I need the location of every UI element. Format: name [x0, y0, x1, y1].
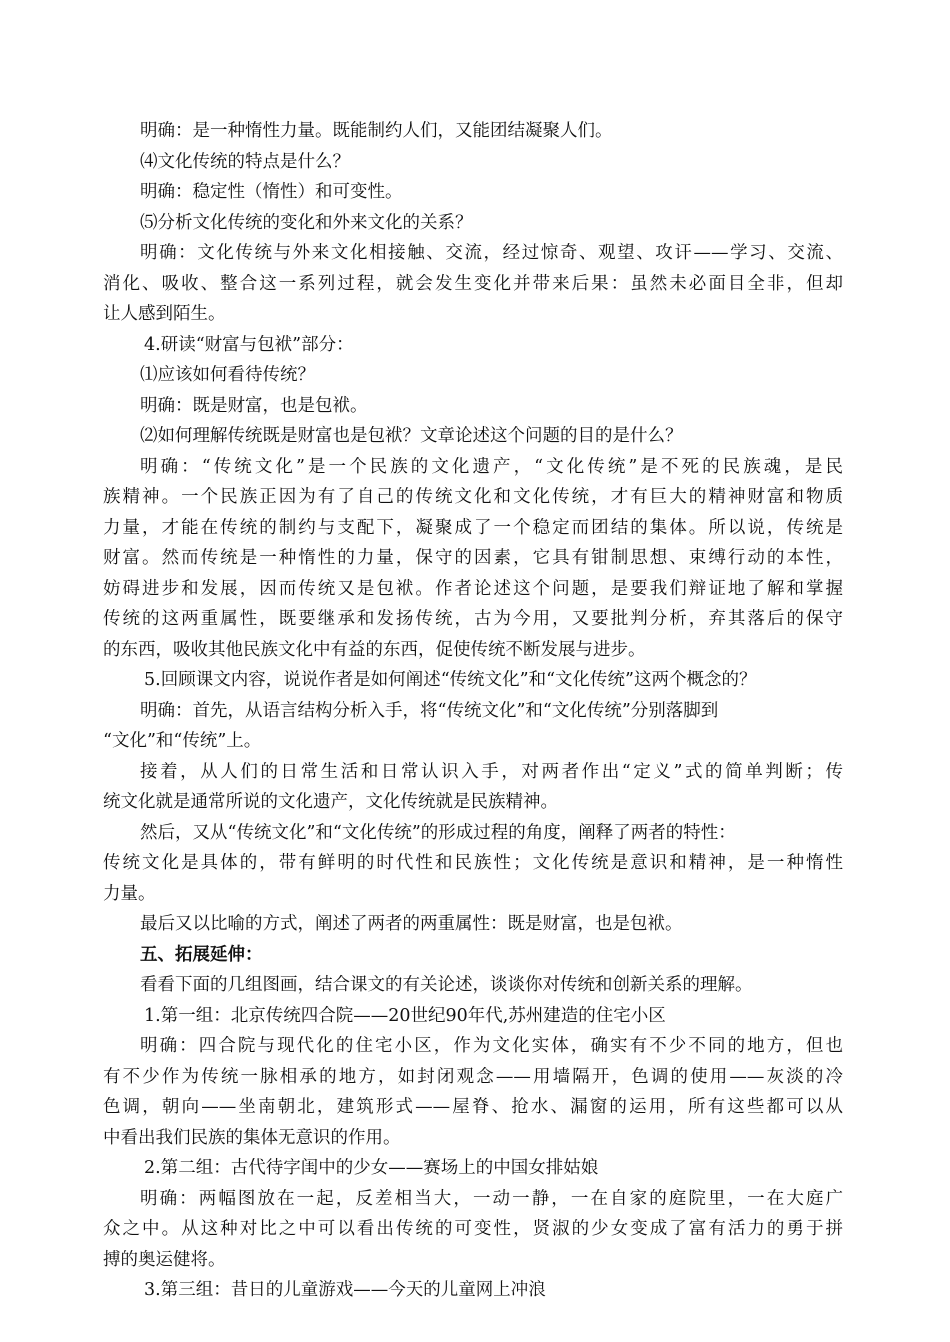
text-line: 明确：文化传统与外来文化相接触、交流，经过惊奇、观望、攻讦——学习、交流、 — [140, 243, 843, 263]
text-line: 让人感到陌生。 — [103, 304, 226, 324]
text-line: 力量，才能在传统的制约与支配下，凝聚成了一个稳定而团结的集体。所以说，传统是 — [103, 517, 843, 538]
text-line: 力量。 — [103, 883, 156, 904]
text-line: 明确：稳定性（惰性）和可变性。 — [140, 182, 403, 202]
section-item: 2.第二组：古代待字闺中的少女——赛场上的中国女排姑娘 — [144, 1158, 599, 1178]
question-line: ⑸分析文化传统的变化和外来文化的关系？ — [140, 212, 473, 233]
text-line: 统文化就是通常所说的文化遗产，文化传统就是民族精神。 — [103, 792, 558, 812]
section-item: 1.第一组：北京传统四合院——20世纪90年代,苏州建造的住宅小区 — [144, 1005, 666, 1026]
text-line: 明确：是一种惰性力量。既能制约人们，又能团结凝聚人们。 — [140, 121, 613, 141]
text-line: 族精神。一个民族正因为有了自己的传统文化和文化传统，才有巨大的精神财富和物质 — [103, 487, 843, 507]
text-line: 接着，从人们的日常生活和日常认识入手，对两者作出“定义”式的简单判断；传 — [140, 761, 843, 782]
text-line: 然后，又从“传统文化”和“文化传统”的形成过程的角度，阐释了两者的特性： — [140, 822, 736, 843]
text-line: 的东西，吸收其他民族文化中有益的东西，促使传统不断发展与进步。 — [103, 639, 646, 660]
text-line: 明确：首先，从语言结构分析入手，将“传统文化”和“文化传统”分别落脚到 — [140, 700, 719, 721]
text-line: 明确：两幅图放在一起，反差相当大，一动一静，一在自家的庭院里，一在大庭广 — [140, 1188, 843, 1209]
text-line: 传统文化是具体的，带有鲜明的时代性和民族性；文化传统是意识和精神，是一种惰性 — [103, 853, 843, 873]
question-line: ⑵如何理解传统既是财富也是包袱？文章论述这个问题的目的是什么？ — [140, 426, 683, 446]
text-line: 中看出我们民族的集体无意识的作用。 — [103, 1127, 401, 1148]
text-line: 众之中。从这种对比之中可以看出传统的可变性，贤淑的少女变成了富有活力的勇于拼 — [103, 1219, 843, 1239]
text-line: 最后又以比喻的方式，阐述了两者的两重属性：既是财富，也是包袱。 — [140, 914, 683, 934]
text-line: 明确：“传统文化”是一个民族的文化遗产，“文化传统”是不死的民族魂，是民 — [140, 456, 843, 477]
text-line: 妨碍进步和发展，因而传统又是包袱。作者论述这个问题，是要我们辩证地了解和掌握 — [103, 578, 843, 599]
section-heading: 五、拓展延伸： — [140, 944, 263, 965]
text-line: 有不少作为传统一脉相承的地方，如封闭观念——用墙隔开，色调的使用——灰淡的冷 — [103, 1066, 843, 1087]
text-line: 看看下面的几组图画，结合课文的有关论述，谈谈你对传统和创新关系的理解。 — [140, 975, 753, 995]
section-item: 5.回顾课文内容，说说作者是如何阐述“传统文化”和“文化传统”这两个概念的？ — [144, 670, 757, 690]
text-line: “文化”和“传统”上。 — [103, 731, 262, 751]
text-line: 色调，朝向——坐南朝北，建筑形式——屋脊、抢水、漏窗的运用，所有这些都可以从 — [103, 1097, 843, 1117]
section-item: 3.第三组：昔日的儿童游戏——今天的儿童网上冲浪 — [144, 1280, 546, 1300]
text-line: 财富。然而传统是一种惰性的力量，保守的因素，它具有钳制思想、束缚行动的本性， — [103, 548, 843, 568]
section-item: 4.研读“财富与包袱”部分： — [144, 334, 354, 355]
question-line: ⑷文化传统的特点是什么？ — [140, 151, 350, 172]
text-line: 传统的这两重属性，既要继承和发扬传统，古为今用，又要批判分析，弃其落后的保守 — [103, 609, 843, 629]
text-line: 消化、吸收、整合这一系列过程，就会发生变化并带来后果：虽然未必面目全非，但却 — [103, 273, 843, 294]
text-line: 搏的奥运健将。 — [103, 1249, 226, 1270]
text-line: 明确：既是财富，也是包袱。 — [140, 395, 368, 416]
text-line: 明确：四合院与现代化的住宅小区，作为文化实体，确实有不少不同的地方，但也 — [140, 1036, 843, 1056]
document-body — [103, 116, 843, 1306]
question-line: ⑴应该如何看待传统？ — [140, 365, 315, 385]
